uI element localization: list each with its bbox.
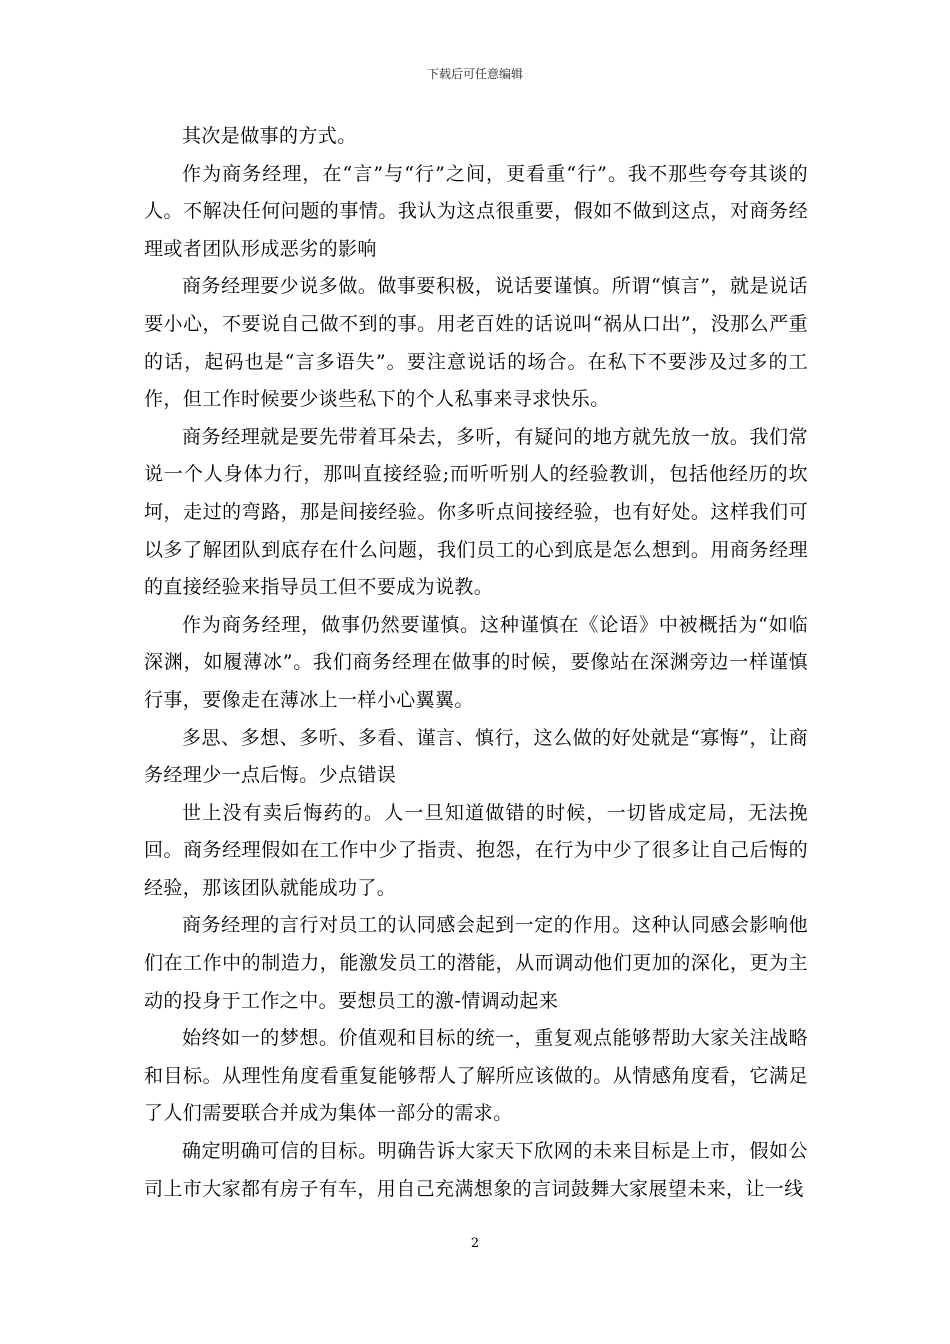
paragraph: 作为商务经理，做事仍然要谨慎。这种谨慎在《论语》中被概括为“如临深渊，如履薄冰”。我们商务经理在做事的时候，要像站在深渊旁边一样谨慎行事，要像走在薄冰上一样小心翼翼。: [144, 613, 808, 711]
paragraph: 世上没有卖后悔药的。人一旦知道做错的时候，一切皆成定局，无法挽回。商务经理假如在工作中少了指责、抱怨，在行为中少了很多让自己后悔的经验，那该团队就能成功了。: [144, 801, 808, 899]
paragraph: 商务经理就是要先带着耳朵去，多听，有疑问的地方就先放一放。我们常说一个人身体力行，那叫直接经验;而听听别人的经验教训，包括他经历的坎坷，走过的弯路，那是间接经验。你多听点间接经验，也有好处。这样我们可以多了解团队到底存在什么问题，我们员工的心到底是怎么想到。用商务经理的直接经验来指导员工但不要成为说教。: [144, 425, 808, 599]
paragraph: 始终如一的梦想。价值观和目标的统一，重复观点能够帮助大家关注战略和目标。从理性角度看重复能够帮人了解所应该做的。从情感角度看，它满足了人们需要联合并成为集体一部分的需求。: [144, 1027, 808, 1125]
paragraph: 确定明确可信的目标。明确告诉大家天下欣网的未来目标是上市，假如公司上市大家都有房子有车，用自己充满想象的言词鼓舞大家展望未来，让一线: [144, 1140, 808, 1200]
paragraph: 其次是做事的方式。: [182, 125, 357, 147]
page-header: 下载后可任意编辑: [426, 67, 523, 81]
document-body: [144, 118, 808, 1208]
paragraph: 多思、多想、多听、多看、谨言、慎行，这么做的好处就是“寡悔”，让商务经理少一点后悔。少点错误: [144, 726, 808, 787]
paragraph: 作为商务经理，在“言”与“行”之间，更看重“行”。我不那些夸夸其谈的人。不解决任何问题的事情。我认为这点很重要，假如不做到这点，对商务经理或者团队形成恶劣的影响: [144, 162, 808, 260]
paragraph: 商务经理的言行对员工的认同感会起到一定的作用。这种认同感会影响他们在工作中的制造力，能激发员工的潜能，从而调动他们更加的深化，更为主动的投身于工作之中。要想员工的激-情调动起来: [144, 914, 808, 1012]
paragraph: 商务经理要少说多做。做事要积极，说话要谨慎。所谓“慎言”，就是说话要小心，不要说自己做不到的事。用老百姓的话说叫“祸从口出”，没那么严重的话，起码也是“言多语失”。要注意说话的场合。在私下不要涉及过多的工作，但工作时候要少谈些私下的个人私事来寻求快乐。: [144, 275, 808, 411]
page-number: 2: [470, 1236, 480, 1251]
